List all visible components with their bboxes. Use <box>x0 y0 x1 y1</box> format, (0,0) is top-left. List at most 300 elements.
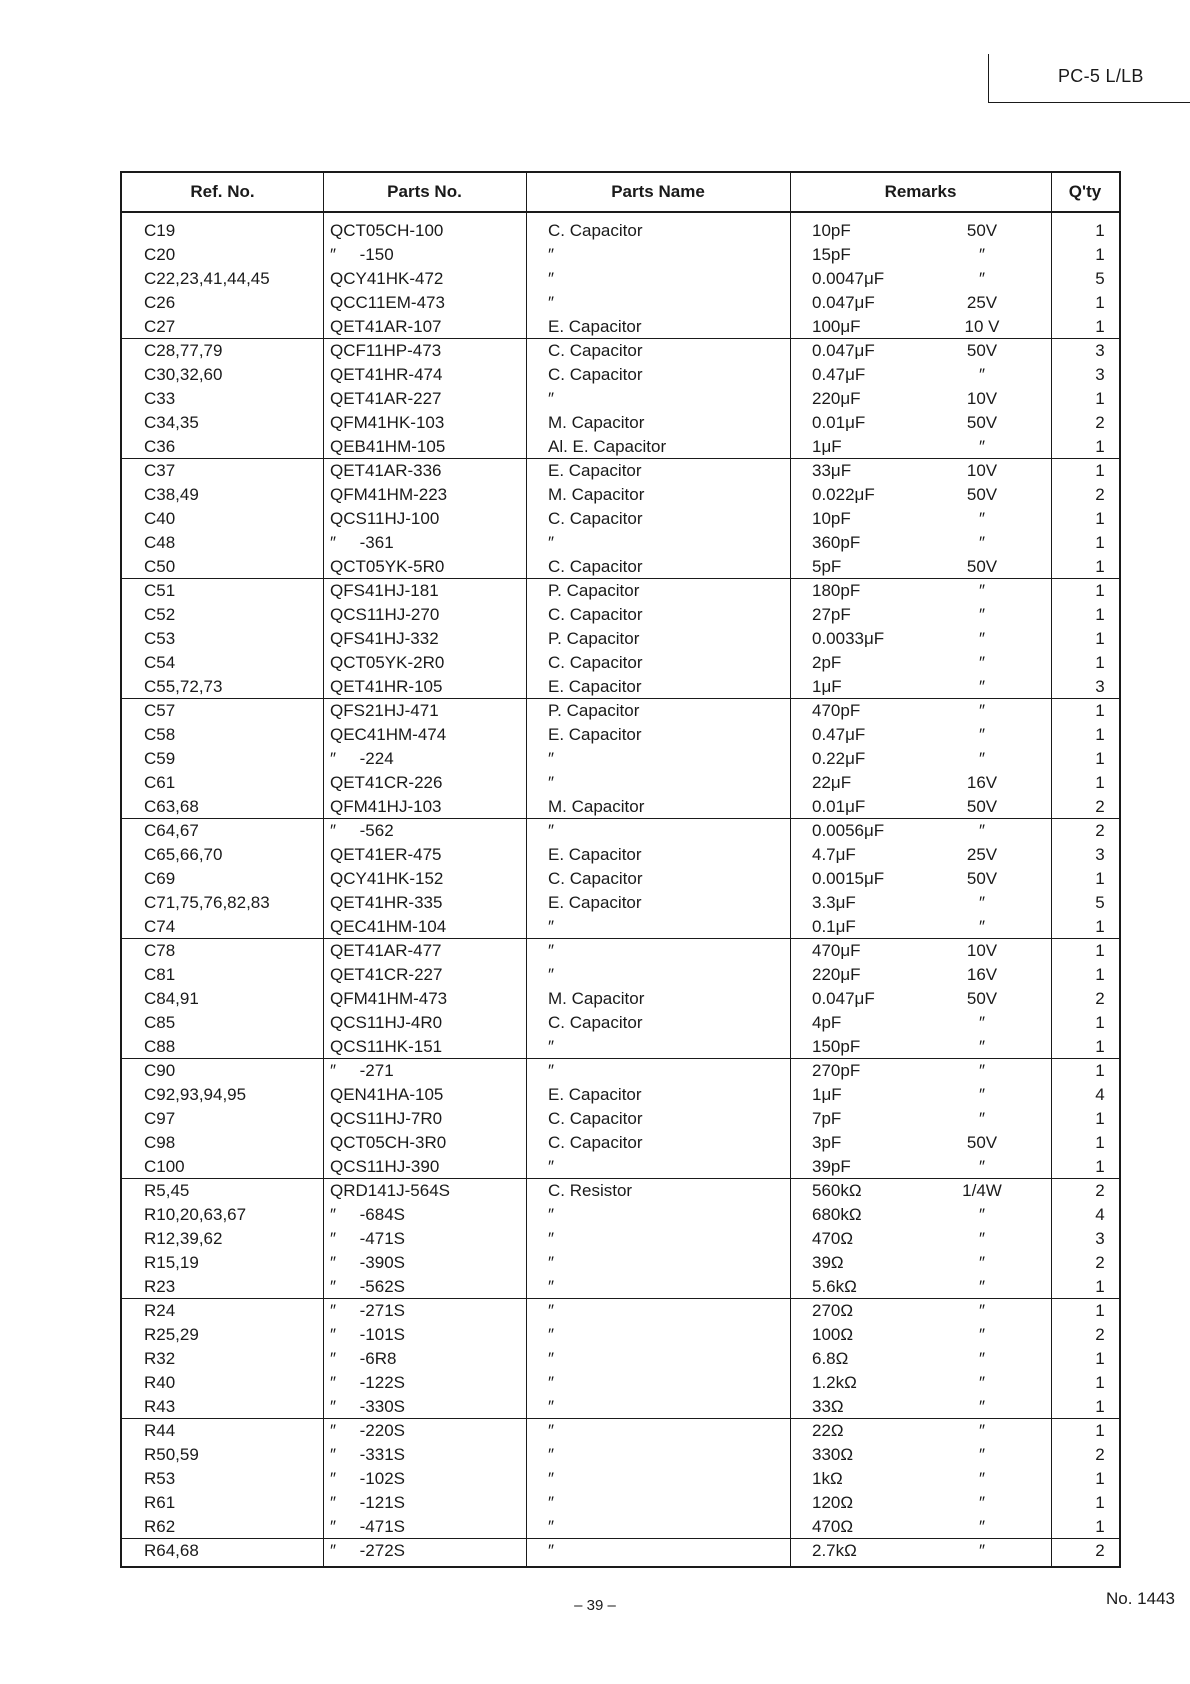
qty-cell: 1 <box>1095 1493 1105 1512</box>
remarks-value-cell: 5.6kΩ <box>812 1277 857 1296</box>
parts-no-cell: QCT05CH-3R0 <box>330 1133 447 1152</box>
ref-cell: C58 <box>144 725 176 744</box>
table-row <box>122 795 1119 819</box>
table-row <box>122 1491 1119 1515</box>
qty-cell: 2 <box>1095 797 1105 816</box>
remarks-rating-cell: ″ <box>978 269 986 288</box>
remarks-rating-cell: ″ <box>978 1469 986 1488</box>
remarks-value-cell: 7pF <box>812 1109 842 1128</box>
parts-name-cell: ″ <box>548 1229 555 1248</box>
parts-no-cell: ″ -272S <box>330 1541 405 1560</box>
parts-no-cell: QFM41HJ-103 <box>330 797 442 816</box>
parts-name-cell: C. Capacitor <box>548 869 643 888</box>
parts-name-cell: M. Capacitor <box>548 989 645 1008</box>
parts-name-cell: C. Capacitor <box>548 221 643 240</box>
qty-cell: 5 <box>1095 269 1105 288</box>
ref-cell: R5,45 <box>144 1181 190 1200</box>
parts-name-cell: E. Capacitor <box>548 1085 642 1104</box>
parts-name-cell: ″ <box>548 1493 555 1512</box>
parts-name-cell: ″ <box>548 1301 555 1320</box>
remarks-rating-cell: ″ <box>978 1037 986 1056</box>
remarks-rating-cell: ″ <box>978 1253 986 1272</box>
parts-no-cell: ″ -102S <box>330 1469 405 1488</box>
remarks-value-cell: 27pF <box>812 605 851 624</box>
qty-cell: 5 <box>1095 893 1105 912</box>
col-header-remarks: Remarks <box>884 182 957 201</box>
table-row <box>122 315 1119 339</box>
parts-no-cell: QET41HR-105 <box>330 677 443 696</box>
qty-cell: 1 <box>1095 965 1105 984</box>
qty-cell: 1 <box>1095 1109 1105 1128</box>
qty-cell: 2 <box>1095 1445 1105 1464</box>
parts-name-cell: E. Capacitor <box>548 677 642 696</box>
ref-cell: R44 <box>144 1421 176 1440</box>
remarks-value-cell: 6.8Ω <box>812 1349 849 1368</box>
remarks-value-cell: 360pF <box>812 533 861 552</box>
remarks-value-cell: 470Ω <box>812 1229 854 1248</box>
qty-cell: 1 <box>1095 1373 1105 1392</box>
parts-no-cell: ″ -150 <box>330 245 394 264</box>
parts-name-cell: ″ <box>548 1061 555 1080</box>
remarks-value-cell: 0.01μF <box>812 797 866 816</box>
parts-no-cell: ″ -361 <box>330 533 394 552</box>
remarks-value-cell: 0.022μF <box>812 485 875 504</box>
ref-cell: R15,19 <box>144 1253 199 1272</box>
remarks-rating-cell: ″ <box>978 1061 986 1080</box>
parts-no-cell: QCS11HJ-7R0 <box>330 1109 443 1128</box>
ref-cell: C84,91 <box>144 989 199 1008</box>
qty-cell: 1 <box>1095 773 1105 792</box>
ref-cell: C50 <box>144 557 176 576</box>
ref-cell: C64,67 <box>144 821 199 840</box>
table-row <box>122 843 1119 867</box>
remarks-rating-cell: 50V <box>966 413 998 432</box>
remarks-value-cell: 39pF <box>812 1157 851 1176</box>
table-row <box>122 723 1119 747</box>
parts-no-cell: QET41ER-475 <box>330 845 442 864</box>
ref-cell: C69 <box>144 869 176 888</box>
ref-cell: C40 <box>144 509 176 528</box>
qty-cell: 4 <box>1095 1085 1105 1104</box>
group-divider <box>122 818 1119 819</box>
remarks-value-cell: 22Ω <box>812 1421 844 1440</box>
group-divider <box>122 1298 1119 1299</box>
group-divider <box>122 1538 1119 1539</box>
remarks-value-cell: 100Ω <box>812 1325 854 1344</box>
parts-name-cell: ″ <box>548 1277 555 1296</box>
remarks-rating-cell: ″ <box>978 533 986 552</box>
remarks-rating-cell: ″ <box>978 605 986 624</box>
ref-cell: C38,49 <box>144 485 199 504</box>
remarks-value-cell: 0.0056μF <box>812 821 885 840</box>
qty-cell: 1 <box>1095 389 1105 408</box>
ref-cell: R25,29 <box>144 1325 199 1344</box>
remarks-value-cell: 10pF <box>812 509 851 528</box>
remarks-rating-cell: 50V <box>966 989 998 1008</box>
table-row <box>122 291 1119 315</box>
remarks-rating-cell: ″ <box>978 581 986 600</box>
parts-no-cell: ″ -471S <box>330 1229 405 1248</box>
remarks-rating-cell: 50V <box>966 557 998 576</box>
parts-name-cell: ″ <box>548 1445 555 1464</box>
remarks-value-cell: 1μF <box>812 1085 842 1104</box>
parts-name-cell: C. Capacitor <box>548 341 643 360</box>
ref-cell: C53 <box>144 629 176 648</box>
table-row <box>122 1107 1119 1131</box>
remarks-rating-cell: 50V <box>966 221 998 240</box>
ref-cell: C78 <box>144 941 176 960</box>
qty-cell: 1 <box>1095 245 1105 264</box>
remarks-rating-cell: ″ <box>978 629 986 648</box>
remarks-value-cell: 270pF <box>812 1061 861 1080</box>
parts-name-cell: ″ <box>548 245 555 264</box>
ref-cell: C90 <box>144 1061 176 1080</box>
remarks-rating-cell: ″ <box>978 893 986 912</box>
qty-cell: 1 <box>1095 1157 1105 1176</box>
parts-name-cell: C. Capacitor <box>548 365 643 384</box>
qty-cell: 1 <box>1095 629 1105 648</box>
remarks-value-cell: 4pF <box>812 1013 842 1032</box>
ref-cell: C36 <box>144 437 176 456</box>
remarks-value-cell: 1.2kΩ <box>812 1373 857 1392</box>
parts-name-cell: E. Capacitor <box>548 461 642 480</box>
ref-cell: C98 <box>144 1133 176 1152</box>
qty-cell: 1 <box>1095 749 1105 768</box>
ref-cell: C54 <box>144 653 176 672</box>
qty-cell: 3 <box>1095 677 1105 696</box>
remarks-value-cell: 680kΩ <box>812 1205 862 1224</box>
parts-name-cell: ″ <box>548 773 555 792</box>
parts-name-cell: ″ <box>548 1349 555 1368</box>
parts-name-cell: ″ <box>548 389 555 408</box>
table-row <box>122 1035 1119 1059</box>
parts-name-cell: E. Capacitor <box>548 893 642 912</box>
ref-cell: C30,32,60 <box>144 365 223 384</box>
remarks-rating-cell: 10V <box>966 461 998 480</box>
parts-no-cell: QFM41HM-223 <box>330 485 448 504</box>
parts-no-cell: ″ -101S <box>330 1325 405 1344</box>
ref-cell: C88 <box>144 1037 176 1056</box>
parts-name-cell: C. Resistor <box>548 1181 633 1200</box>
qty-cell: 2 <box>1095 1541 1105 1560</box>
parts-no-cell: QET41HR-335 <box>330 893 443 912</box>
table-row <box>122 915 1119 939</box>
qty-cell: 1 <box>1095 509 1105 528</box>
table-row <box>122 1539 1119 1563</box>
remarks-rating-cell: ″ <box>978 1085 986 1104</box>
ref-cell: C63,68 <box>144 797 199 816</box>
remarks-rating-cell: ″ <box>978 653 986 672</box>
qty-cell: 1 <box>1095 437 1105 456</box>
remarks-rating-cell: ″ <box>978 1229 986 1248</box>
remarks-value-cell: 330Ω <box>812 1445 854 1464</box>
remarks-rating-cell: ″ <box>978 1157 986 1176</box>
remarks-value-cell: 0.47μF <box>812 725 866 744</box>
table-row <box>122 387 1119 411</box>
table-row <box>122 1419 1119 1443</box>
ref-cell: C37 <box>144 461 176 480</box>
qty-cell: 1 <box>1095 557 1105 576</box>
parts-name-cell: P. Capacitor <box>548 581 640 600</box>
remarks-rating-cell: ″ <box>978 917 986 936</box>
parts-no-cell: ″ -220S <box>330 1421 405 1440</box>
parts-no-cell: QET41AR-477 <box>330 941 442 960</box>
table-row <box>122 1467 1119 1491</box>
remarks-value-cell: 470Ω <box>812 1517 854 1536</box>
remarks-rating-cell: ″ <box>978 1493 986 1512</box>
remarks-rating-cell: ″ <box>978 1517 986 1536</box>
ref-cell: R10,20,63,67 <box>144 1205 247 1224</box>
group-divider <box>122 1418 1119 1419</box>
header-rule <box>122 211 1119 213</box>
parts-no-cell: QFS41HJ-332 <box>330 629 439 648</box>
parts-no-cell: ″ -6R8 <box>330 1349 397 1368</box>
table-body <box>122 219 1119 1563</box>
qty-cell: 1 <box>1095 581 1105 600</box>
table-row <box>122 1203 1119 1227</box>
parts-no-cell: ″ -122S <box>330 1373 405 1392</box>
ref-cell: C28,77,79 <box>144 341 223 360</box>
parts-no-cell: QET41AR-107 <box>330 317 442 336</box>
table-row <box>122 747 1119 771</box>
remarks-rating-cell: ″ <box>978 365 986 384</box>
remarks-rating-cell: ″ <box>978 1373 986 1392</box>
qty-cell: 1 <box>1095 1397 1105 1416</box>
qty-cell: 1 <box>1095 941 1105 960</box>
parts-no-cell: ″ -562S <box>330 1277 405 1296</box>
qty-cell: 1 <box>1095 1349 1105 1368</box>
parts-no-cell: ″ -562 <box>330 821 394 840</box>
qty-cell: 1 <box>1095 725 1105 744</box>
remarks-value-cell: 3.3μF <box>812 893 856 912</box>
qty-cell: 1 <box>1095 1469 1105 1488</box>
qty-cell: 1 <box>1095 701 1105 720</box>
parts-name-cell: ″ <box>548 749 555 768</box>
table-row <box>122 1251 1119 1275</box>
remarks-rating-cell: ″ <box>978 1421 986 1440</box>
parts-no-cell: QCS11HJ-4R0 <box>330 1013 443 1032</box>
qty-cell: 1 <box>1095 1517 1105 1536</box>
qty-cell: 2 <box>1095 1325 1105 1344</box>
parts-name-cell: ″ <box>548 1517 555 1536</box>
remarks-value-cell: 270Ω <box>812 1301 854 1320</box>
parts-no-cell: ″ -271 <box>330 1061 394 1080</box>
qty-cell: 3 <box>1095 845 1105 864</box>
ref-cell: C20 <box>144 245 176 264</box>
remarks-value-cell: 220μF <box>812 965 861 984</box>
ref-cell: C100 <box>144 1157 185 1176</box>
remarks-value-cell: 0.047μF <box>812 293 875 312</box>
ref-cell: C34,35 <box>144 413 199 432</box>
parts-name-cell: C. Capacitor <box>548 1133 643 1152</box>
col-header-parts-no: Parts No. <box>387 182 462 201</box>
ref-cell: C51 <box>144 581 176 600</box>
remarks-value-cell: 560kΩ <box>812 1181 862 1200</box>
parts-no-cell: QCS11HJ-270 <box>330 605 440 624</box>
remarks-value-cell: 10pF <box>812 221 851 240</box>
remarks-rating-cell: ″ <box>978 509 986 528</box>
qty-cell: 1 <box>1095 461 1105 480</box>
qty-cell: 2 <box>1095 989 1105 1008</box>
table-row <box>122 1059 1119 1083</box>
remarks-rating-cell: 50V <box>966 485 998 504</box>
parts-no-cell: QFS41HJ-181 <box>330 581 439 600</box>
parts-name-cell: C. Capacitor <box>548 1013 643 1032</box>
ref-cell: C19 <box>144 221 176 240</box>
remarks-value-cell: 0.047μF <box>812 341 875 360</box>
table-row <box>122 267 1119 291</box>
qty-cell: 1 <box>1095 1301 1105 1320</box>
remarks-rating-cell: 1/4W <box>962 1181 1002 1200</box>
remarks-rating-cell: 50V <box>966 797 998 816</box>
table-row <box>122 1323 1119 1347</box>
table-row <box>122 627 1119 651</box>
parts-no-cell: QCS11HJ-100 <box>330 509 440 528</box>
remarks-rating-cell: ″ <box>978 821 986 840</box>
qty-cell: 1 <box>1095 317 1105 336</box>
qty-cell: 1 <box>1095 869 1105 888</box>
remarks-rating-cell: 16V <box>966 965 998 984</box>
remarks-value-cell: 220μF <box>812 389 861 408</box>
remarks-value-cell: 1kΩ <box>812 1469 843 1488</box>
qty-cell: 1 <box>1095 1061 1105 1080</box>
qty-cell: 1 <box>1095 1421 1105 1440</box>
qty-cell: 1 <box>1095 533 1105 552</box>
remarks-rating-cell: 25V <box>966 293 998 312</box>
remarks-value-cell: 120Ω <box>812 1493 854 1512</box>
remarks-value-cell: 2pF <box>812 653 842 672</box>
parts-no-cell: QRD141J-564S <box>330 1181 451 1200</box>
parts-name-cell: ″ <box>548 1037 555 1056</box>
table-row <box>122 339 1119 363</box>
table-row <box>122 675 1119 699</box>
remarks-rating-cell: ″ <box>978 677 986 696</box>
remarks-value-cell: 180pF <box>812 581 861 600</box>
table-row <box>122 1443 1119 1467</box>
parts-name-cell: E. Capacitor <box>548 725 642 744</box>
group-divider <box>122 1178 1119 1179</box>
ref-cell: C71,75,76,82,83 <box>144 893 270 912</box>
remarks-value-cell: 1μF <box>812 677 842 696</box>
ref-cell: R50,59 <box>144 1445 199 1464</box>
parts-name-cell: C. Capacitor <box>548 557 643 576</box>
table-row <box>122 819 1119 843</box>
parts-no-cell: QET41AR-227 <box>330 389 442 408</box>
parts-name-cell: ″ <box>548 1253 555 1272</box>
ref-cell: R12,39,62 <box>144 1229 223 1248</box>
remarks-value-cell: 33Ω <box>812 1397 844 1416</box>
parts-name-cell: ″ <box>548 821 555 840</box>
qty-cell: 1 <box>1095 605 1105 624</box>
remarks-rating-cell: 10V <box>966 941 998 960</box>
remarks-rating-cell: ″ <box>978 725 986 744</box>
remarks-rating-cell: ″ <box>978 1013 986 1032</box>
parts-name-cell: ″ <box>548 1205 555 1224</box>
col-header-qty: Q'ty <box>1068 182 1102 201</box>
table-row <box>122 699 1119 723</box>
table-row <box>122 963 1119 987</box>
remarks-rating-cell: ″ <box>978 1445 986 1464</box>
parts-name-cell: ″ <box>548 1325 555 1344</box>
qty-cell: 1 <box>1095 221 1105 240</box>
table-row <box>122 1083 1119 1107</box>
ref-cell: C48 <box>144 533 176 552</box>
ref-cell: R43 <box>144 1397 176 1416</box>
remarks-value-cell: 0.047μF <box>812 989 875 1008</box>
remarks-rating-cell: ″ <box>978 1205 986 1224</box>
parts-name-cell: P. Capacitor <box>548 701 640 720</box>
parts-name-cell: ″ <box>548 1397 555 1416</box>
ref-cell: R62 <box>144 1517 176 1536</box>
table-row <box>122 891 1119 915</box>
table-row <box>122 411 1119 435</box>
parts-name-cell: ″ <box>548 1541 555 1560</box>
ref-cell: C92,93,94,95 <box>144 1085 247 1104</box>
parts-name-cell: ″ <box>548 293 555 312</box>
parts-no-cell: QCT05CH-100 <box>330 221 444 240</box>
remarks-value-cell: 4.7μF <box>812 845 856 864</box>
table-row <box>122 1131 1119 1155</box>
table-row <box>122 603 1119 627</box>
ref-cell: C81 <box>144 965 176 984</box>
parts-no-cell: QCF11HP-473 <box>330 341 442 360</box>
parts-no-cell: ″ -684S <box>330 1205 405 1224</box>
table-row <box>122 1155 1119 1179</box>
parts-name-cell: ″ <box>548 533 555 552</box>
parts-no-cell: QCS11HJ-390 <box>330 1157 440 1176</box>
parts-no-cell: QFM41HK-103 <box>330 413 445 432</box>
parts-no-cell: ″ -271S <box>330 1301 405 1320</box>
remarks-rating-cell: ″ <box>978 1277 986 1296</box>
remarks-rating-cell: ″ <box>978 1397 986 1416</box>
remarks-value-cell: 100μF <box>812 317 861 336</box>
remarks-value-cell: 0.0047μF <box>812 269 885 288</box>
parts-no-cell: QET41CR-227 <box>330 965 443 984</box>
qty-cell: 1 <box>1095 293 1105 312</box>
remarks-value-cell: 150pF <box>812 1037 861 1056</box>
ref-cell: R53 <box>144 1469 176 1488</box>
ref-cell: R23 <box>144 1277 176 1296</box>
table-row <box>122 579 1119 603</box>
remarks-rating-cell: ″ <box>978 1301 986 1320</box>
parts-no-cell: QEN41HA-105 <box>330 1085 444 1104</box>
table-row <box>122 459 1119 483</box>
parts-no-cell: QEB41HM-105 <box>330 437 446 456</box>
parts-no-cell: QCY41HK-152 <box>330 869 444 888</box>
remarks-rating-cell: 10V <box>966 389 998 408</box>
table-row <box>122 987 1119 1011</box>
remarks-rating-cell: ″ <box>978 1349 986 1368</box>
ref-cell: C97 <box>144 1109 176 1128</box>
ref-cell: C22,23,41,44,45 <box>144 269 270 288</box>
ref-cell: C85 <box>144 1013 176 1032</box>
parts-no-cell: ″ -121S <box>330 1493 405 1512</box>
table-row <box>122 531 1119 555</box>
table-row <box>122 219 1119 243</box>
ref-cell: C55,72,73 <box>144 677 223 696</box>
remarks-value-cell: 0.0015μF <box>812 869 885 888</box>
remarks-value-cell: 470μF <box>812 941 861 960</box>
ref-cell: R64,68 <box>144 1541 199 1560</box>
parts-no-cell: QET41CR-226 <box>330 773 443 792</box>
table-row <box>122 1347 1119 1371</box>
remarks-rating-cell: ″ <box>978 1325 986 1344</box>
table-row <box>122 939 1119 963</box>
qty-cell: 2 <box>1095 413 1105 432</box>
ref-cell: C59 <box>144 749 176 768</box>
parts-name-cell: C. Capacitor <box>548 1109 643 1128</box>
remarks-value-cell: 22μF <box>812 773 852 792</box>
